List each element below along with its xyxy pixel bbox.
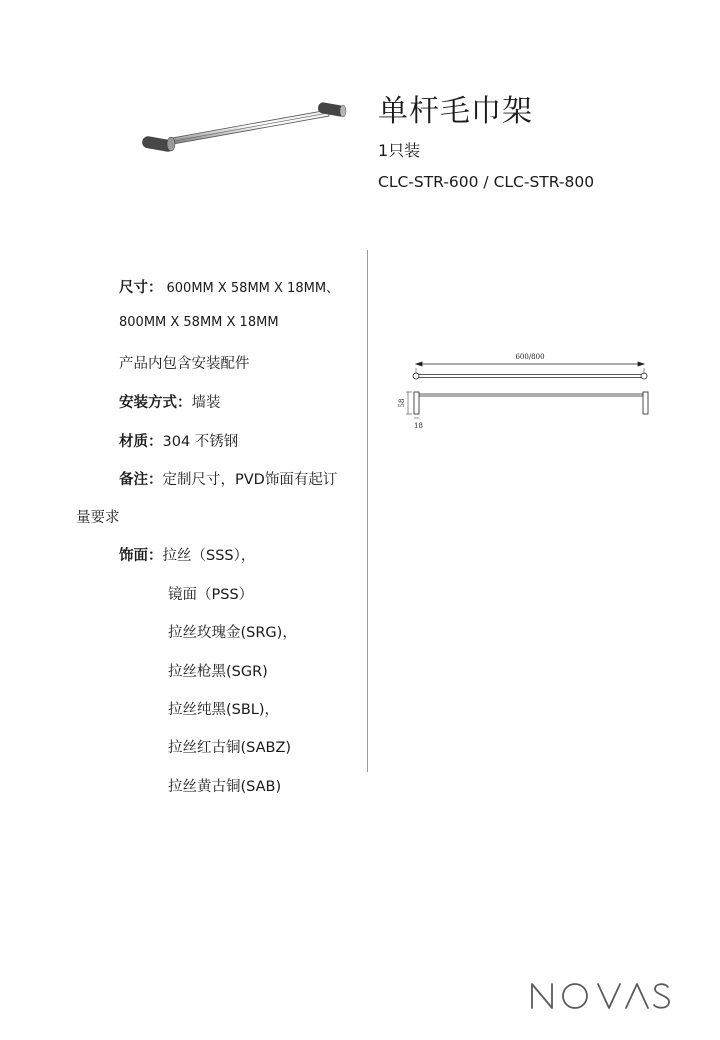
finish-option: 拉丝玫瑰金(SRG)， <box>168 625 297 641</box>
spec-size-label: 尺寸： <box>119 280 163 296</box>
product-title: 单杆毛巾架 <box>378 94 533 129</box>
finish-option: 拉丝黄古铜(SAB) <box>168 779 282 795</box>
spec-finish-label: 饰面： <box>119 548 163 564</box>
drawing-depth-label: 18 <box>414 422 423 430</box>
spec-note-value-1: 定制尺寸，PVD饰面有起订 <box>162 472 338 488</box>
spec-install-label: 安装方式： <box>119 395 192 411</box>
brand-logo <box>528 978 672 1014</box>
drawing-height-label: 58 <box>398 398 406 408</box>
spec-note-label: 备注： <box>119 472 163 488</box>
spec-note-value-2: 量要求 <box>76 510 120 526</box>
spec-includes: 产品内包含安装配件 <box>119 356 250 372</box>
spec-install-value: 墙装 <box>191 395 221 411</box>
finish-option: 拉丝枪黑(SGR) <box>168 664 268 680</box>
model-codes: CLC-STR-600 / CLC-STR-800 <box>378 173 595 191</box>
spec-material-value: 304 不锈钢 <box>162 434 239 450</box>
spec-size-value-2: 800MM X 58MM X 18MM <box>119 315 279 330</box>
spec-material-line <box>119 430 238 451</box>
pack-quantity: 1只装 <box>378 141 421 160</box>
spec-material-label: 材质： <box>119 434 163 450</box>
drawing-length-label: 600/800 <box>515 353 545 361</box>
spec-size-line-1 <box>119 276 339 297</box>
finish-option: 拉丝红古铜(SABZ) <box>168 740 292 756</box>
product-image <box>138 98 352 158</box>
column-divider <box>367 250 368 772</box>
finish-option: 镜面（PSS） <box>168 587 254 603</box>
finish-option: 拉丝（SSS）， <box>162 548 256 564</box>
spec-install-line <box>119 391 221 412</box>
spec-finish-line-1 <box>119 544 255 565</box>
dimension-drawing <box>394 348 656 434</box>
finish-option: 拉丝纯黑(SBL)， <box>168 702 280 718</box>
spec-note-line-1 <box>119 468 337 489</box>
spec-size-value-1: 600MM X 58MM X 18MM、 <box>166 281 340 296</box>
